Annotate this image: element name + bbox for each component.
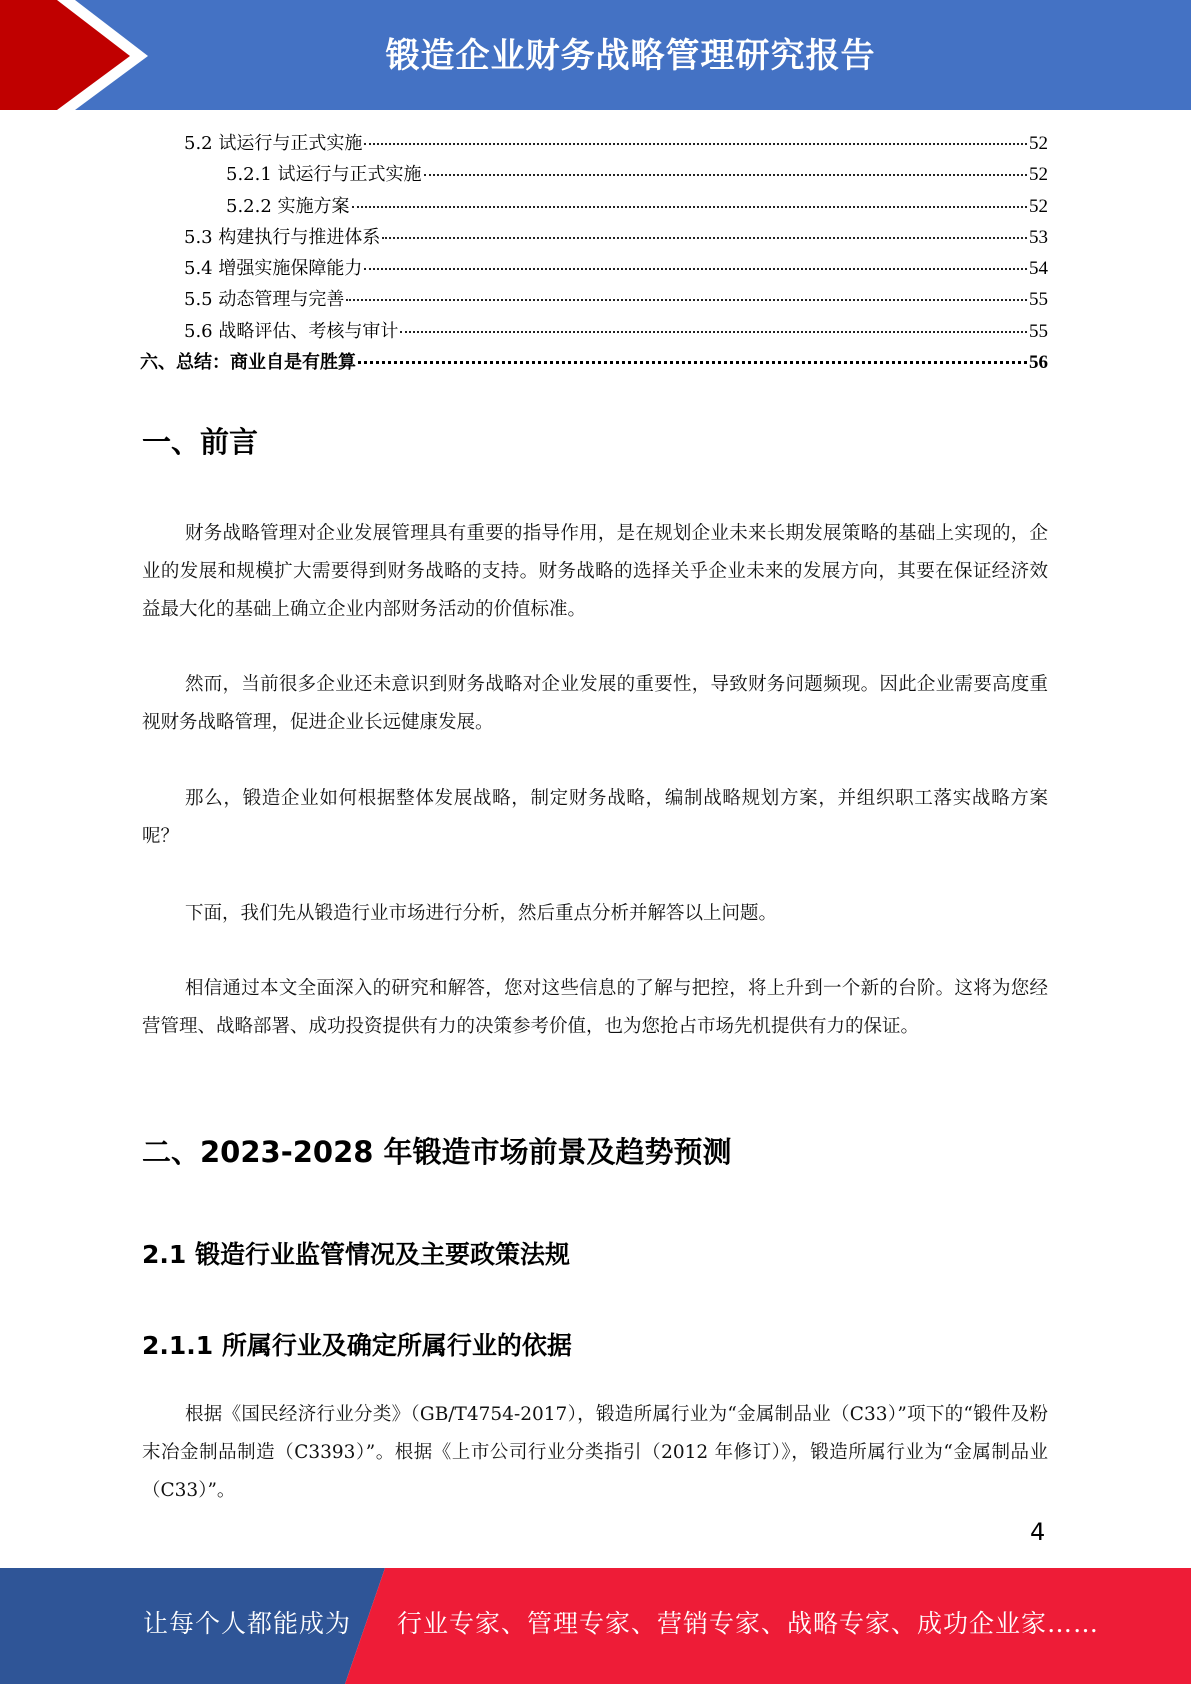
toc-entry-label: 5.6 战略评估、考核与审计 [184, 320, 399, 342]
toc-entry-label: 5.2 试运行与正式实施 [184, 133, 363, 154]
preface-paragraph: 相信通过本文全面深入的研究和解答，您对这些信息的了解与把控，将上升到一个新的台阶。这将为您经营管理、战略部署、成功投资提供有力的决策参考价值，也为您抢占市场先机提供有力的保证。 [142, 978, 1048, 1037]
footer-slogan-left: 让每个人都能成为 [143, 1609, 352, 1638]
toc-entry-label: 5.3 构建执行与推进体系 [184, 226, 381, 248]
toc-entry[interactable] [140, 159, 1048, 190]
preface-paragraph: 财务战略管理对企业发展管理具有重要的指导作用，是在规划企业未来长期发展策略的基础上实现的，企业的发展和规模扩大需要得到财务战略的支持。财务战略的选择关乎企业未来的发展方向，其要在保证经济效益最大化的基础上确立企业内部财务活动的价值标准。 [142, 523, 1048, 620]
toc-dot-leader [358, 361, 1027, 364]
toc-entry-page: 53 [1029, 226, 1048, 248]
industry-classification-paragraph: 根据《国民经济行业分类》（GB/T4754-2017），锻造所属行业为“金属制品业（C33）”项下的“锻件及粉末冶金制品制造（C3393）”。根据《上市公司行业分类指引（2012 年修订）》，锻造所属行业为“金属制品业（C33）”。 [142, 1404, 1048, 1501]
toc-dot-leader [364, 143, 1027, 145]
preface-paragraph: 那么，锻造企业如何根据整体发展战略，制定财务战略，编制战略规划方案，并组织职工落实战略方案呢？ [142, 788, 1048, 847]
toc-entry-page: 55 [1029, 289, 1048, 311]
toc-entry[interactable] [140, 253, 1048, 284]
toc-entry[interactable] [140, 222, 1048, 253]
toc-entry-page: 52 [1029, 164, 1048, 186]
subsection-heading-2-1: 2.1 锻造行业监管情况及主要政策法规 [142, 1240, 570, 1269]
section-heading-market-forecast: 二、2023-2028 年锻造市场前景及趋势预测 [142, 1135, 732, 1169]
toc-dot-leader [424, 174, 1027, 176]
toc-entry-page: 52 [1029, 133, 1048, 154]
toc-entry-page: 55 [1029, 320, 1048, 342]
toc-dot-leader [352, 206, 1027, 208]
toc-entry-label: 六、总结：商业自是有胜算 [140, 352, 356, 374]
preface-paragraph: 下面，我们先从锻造行业市场进行分析，然后重点分析并解答以上问题。 [185, 903, 778, 924]
toc-dot-leader [346, 299, 1027, 301]
page-number: 4 [1030, 1518, 1046, 1546]
table-of-contents [140, 128, 1048, 378]
toc-entry[interactable] [140, 191, 1048, 222]
preface-paragraph: 然而，当前很多企业还未意识到财务战略对企业发展的重要性，导致财务问题频现。因此企业需要高度重视财务战略管理，促进企业长远健康发展。 [142, 674, 1048, 733]
section-heading-preface: 一、前言 [142, 425, 259, 459]
toc-entry-label: 5.2.2 实施方案 [226, 195, 350, 217]
toc-entry-page: 54 [1029, 258, 1048, 280]
toc-dot-leader [400, 331, 1027, 333]
toc-dot-leader [364, 268, 1027, 270]
toc-entry-page: 56 [1029, 352, 1048, 374]
page-footer [0, 1568, 1191, 1684]
toc-entry[interactable] [140, 347, 1048, 378]
page-header [0, 0, 1191, 110]
toc-entry[interactable] [140, 284, 1048, 315]
footer-slogan-right: 行业专家、管理专家、营销专家、战略专家、成功企业家…… [397, 1609, 1100, 1638]
toc-entry-label: 5.4 增强实施保障能力 [184, 258, 363, 280]
toc-entry-label: 5.2.1 试运行与正式实施 [226, 164, 422, 186]
toc-entry-page: 52 [1029, 195, 1048, 217]
document-title: 锻造企业财务战略管理研究报告 [385, 36, 876, 76]
toc-entry[interactable] [140, 316, 1048, 347]
subsection-heading-2-1-1: 2.1.1 所属行业及确定所属行业的依据 [142, 1331, 572, 1360]
toc-entry[interactable] [140, 128, 1048, 159]
toc-dot-leader [382, 237, 1027, 239]
toc-entry-label: 5.5 动态管理与完善 [184, 289, 345, 311]
